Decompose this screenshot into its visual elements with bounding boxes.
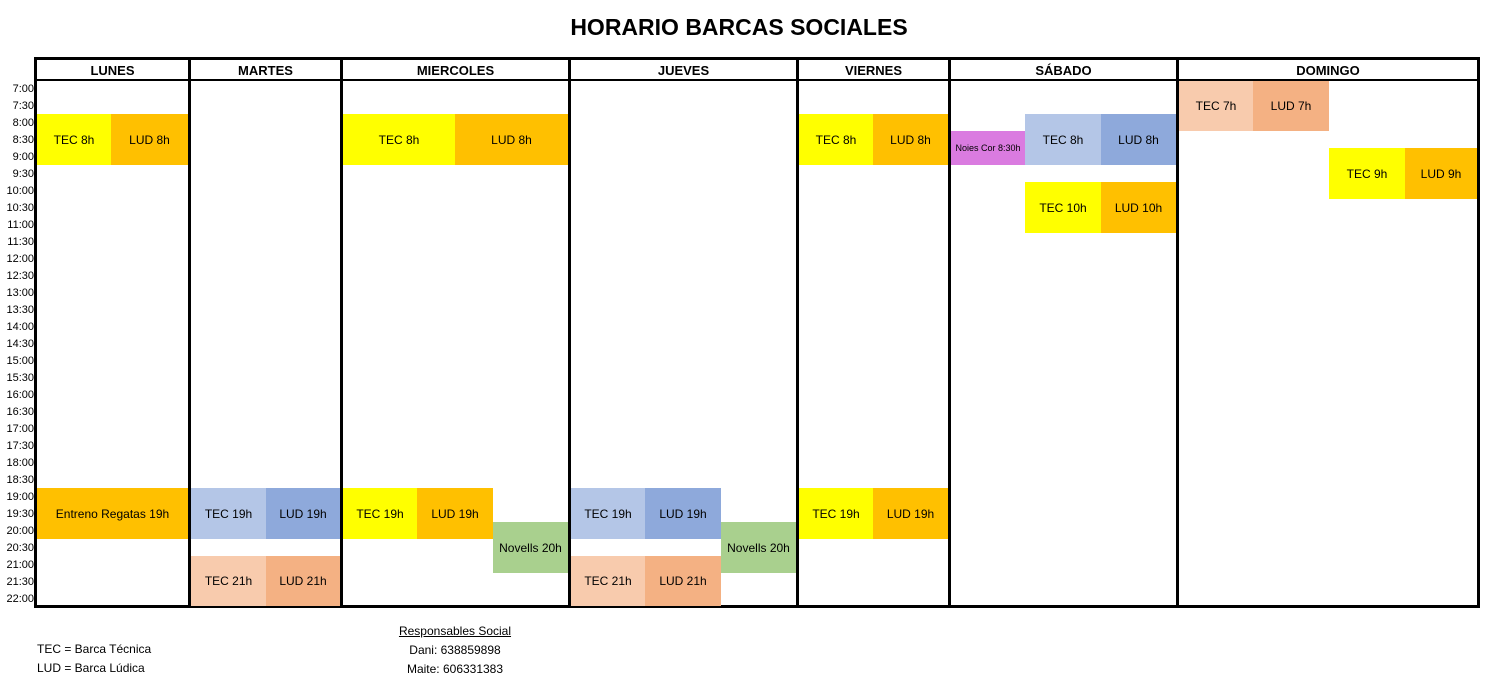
day-header-jueves: JUEVES xyxy=(571,60,796,81)
time-label: 20:30 xyxy=(6,542,34,554)
session-lud-21h: LUD 21h xyxy=(645,556,721,606)
time-label: 9:00 xyxy=(12,151,34,163)
time-label: 10:00 xyxy=(6,185,34,197)
session-tec-19h: TEC 19h xyxy=(799,488,873,539)
session-novells-20h: Novells 20h xyxy=(493,522,568,573)
time-label: 14:00 xyxy=(6,321,34,333)
session-lud-8h: LUD 8h xyxy=(111,114,188,165)
session-lud-8h: LUD 8h xyxy=(1101,114,1176,165)
session-lud-8h: LUD 8h xyxy=(455,114,568,165)
responsables-block xyxy=(390,622,520,679)
session-lud-8h: LUD 8h xyxy=(873,114,948,165)
time-label: 8:00 xyxy=(12,117,34,129)
day-header-sabado: SÁBADO xyxy=(951,60,1176,81)
session-lud-19h: LUD 19h xyxy=(645,488,721,539)
session-lud-7h: LUD 7h xyxy=(1253,81,1329,131)
time-label: 7:30 xyxy=(12,100,34,112)
time-label: 11:00 xyxy=(7,219,34,231)
time-label: 15:00 xyxy=(6,355,34,367)
session-tec-21h: TEC 21h xyxy=(191,556,266,606)
time-label: 19:00 xyxy=(6,491,34,503)
session-tec-19h: TEC 19h xyxy=(571,488,645,539)
legend xyxy=(37,640,151,678)
time-label: 10:30 xyxy=(6,202,34,214)
time-label: 16:00 xyxy=(6,389,34,401)
time-label: 22:00 xyxy=(6,593,34,605)
session-lud-21h: LUD 21h xyxy=(266,556,340,606)
time-label: 12:00 xyxy=(6,253,34,265)
day-column-domingo xyxy=(1179,60,1477,605)
time-label: 9:30 xyxy=(12,168,34,180)
time-label: 17:30 xyxy=(6,440,34,452)
time-label: 17:00 xyxy=(6,423,34,435)
time-label: 20:00 xyxy=(6,525,34,537)
responsables-heading: Responsables Social xyxy=(398,624,512,638)
time-label: 11:30 xyxy=(7,236,34,248)
session-lud-19h: LUD 19h xyxy=(266,488,340,539)
time-label: 21:30 xyxy=(6,576,34,588)
time-label: 16:30 xyxy=(6,406,34,418)
session-lud-19h: LUD 19h xyxy=(417,488,493,539)
session-novells-20h: Novells 20h xyxy=(721,522,796,573)
session-entreno-regatas: Entreno Regatas 19h xyxy=(37,488,188,539)
contact-maite: Maite: 606331383 xyxy=(406,662,504,676)
time-label: 18:00 xyxy=(6,457,34,469)
session-tec-8h: TEC 8h xyxy=(1025,114,1101,165)
session-tec-19h: TEC 19h xyxy=(343,488,417,539)
day-header-viernes: VIERNES xyxy=(799,60,948,81)
schedule-grid xyxy=(34,57,1480,608)
time-label: 13:30 xyxy=(6,304,34,316)
time-label: 21:00 xyxy=(6,559,34,571)
session-tec-19h: TEC 19h xyxy=(191,488,266,539)
time-label: 7:00 xyxy=(12,83,34,95)
page-title: HORARIO BARCAS SOCIALES xyxy=(570,14,908,40)
contact-dani: Dani: 638859898 xyxy=(409,643,501,657)
time-label: 14:30 xyxy=(6,338,34,350)
time-label: 15:30 xyxy=(6,372,34,384)
session-noies-cor: Noies Cor 8:30h xyxy=(951,131,1025,165)
day-header-martes: MARTES xyxy=(191,60,340,81)
legend-tec: TEC = Barca Técnica xyxy=(37,642,152,656)
day-header-domingo: DOMINGO xyxy=(1179,60,1477,81)
session-tec-9h: TEC 9h xyxy=(1329,148,1405,199)
session-tec-8h: TEC 8h xyxy=(799,114,873,165)
session-lud-10h: LUD 10h xyxy=(1101,182,1176,233)
day-header-lunes: LUNES xyxy=(37,60,188,81)
session-tec-7h: TEC 7h xyxy=(1179,81,1253,131)
time-label: 13:00 xyxy=(6,287,34,299)
time-label: 18:30 xyxy=(6,474,34,486)
time-label: 8:30 xyxy=(12,134,34,146)
session-tec-8h: TEC 8h xyxy=(37,114,111,165)
session-lud-19h: LUD 19h xyxy=(873,488,948,539)
session-tec-10h: TEC 10h xyxy=(1025,182,1101,233)
time-label: 12:30 xyxy=(6,270,34,282)
time-label: 19:30 xyxy=(6,508,34,520)
session-tec-21h: TEC 21h xyxy=(571,556,645,606)
day-header-miercoles: MIERCOLES xyxy=(343,60,568,81)
session-tec-8h: TEC 8h xyxy=(343,114,455,165)
legend-lud: LUD = Barca Lúdica xyxy=(37,661,145,675)
session-lud-9h: LUD 9h xyxy=(1405,148,1477,199)
